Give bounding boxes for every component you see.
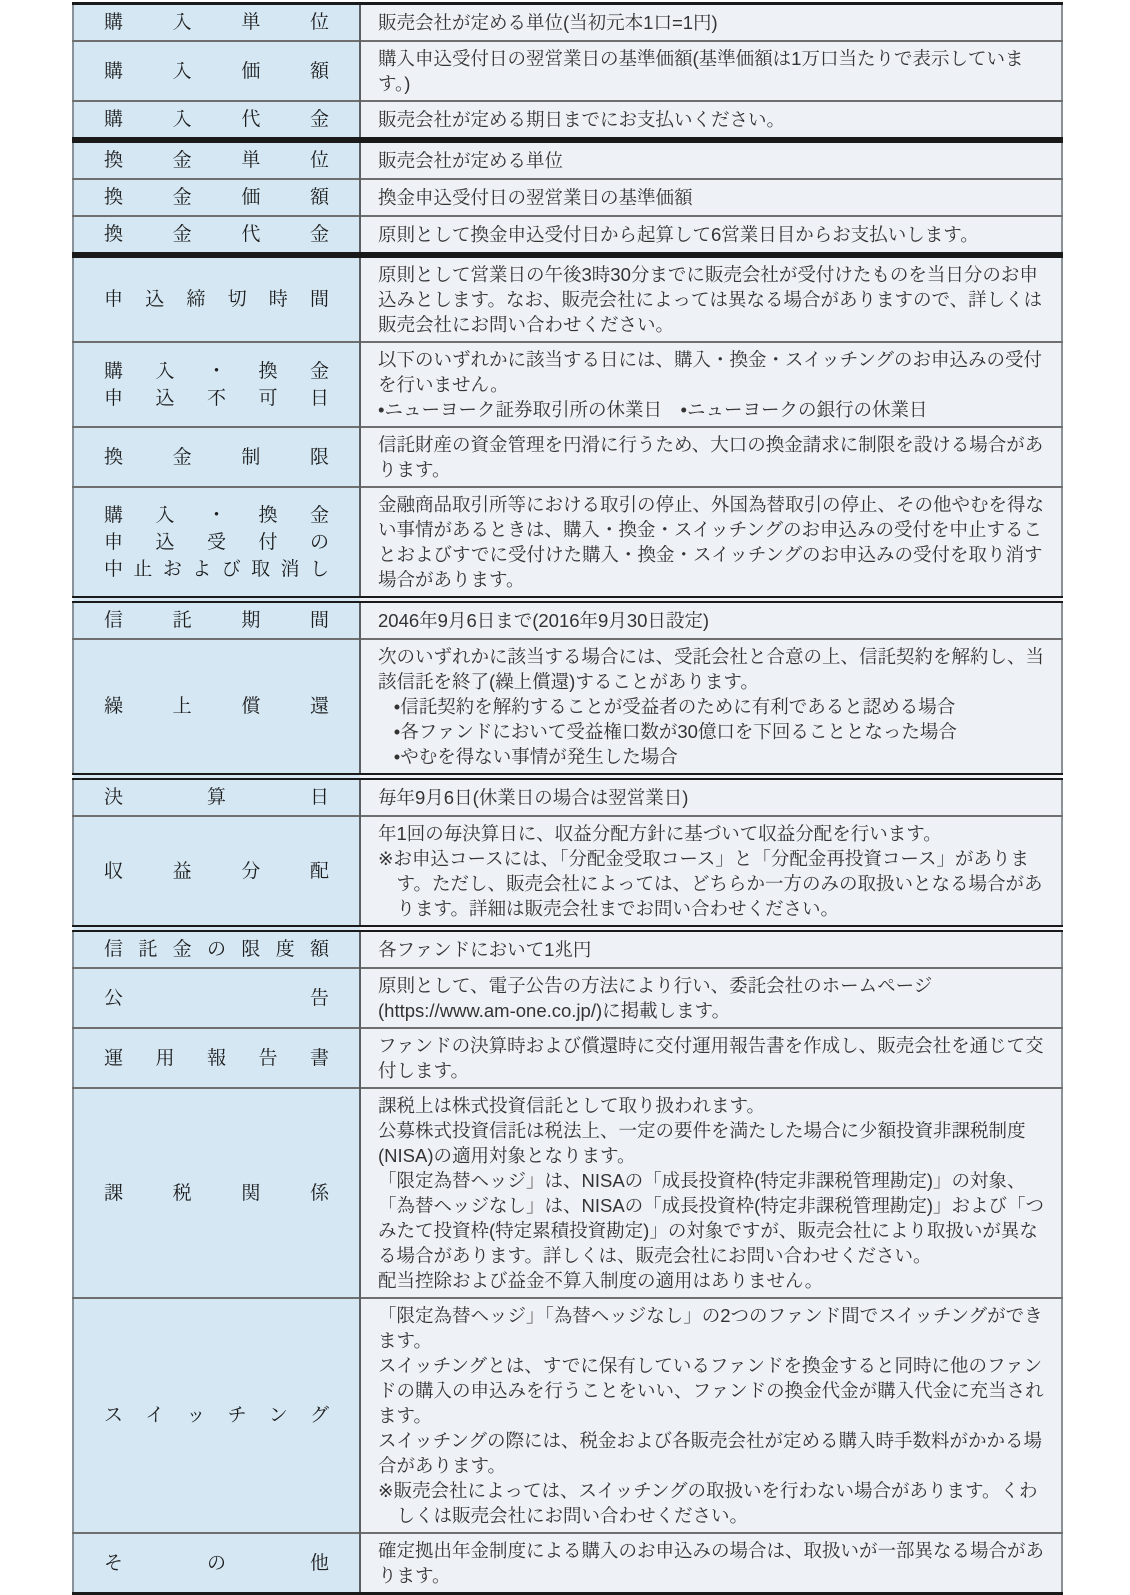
row-content-redemption-restriction: [360, 427, 1062, 487]
row-content-trust-period: [360, 600, 1062, 640]
content-paragraph: 毎年9月6日(休業日の場合は翌営業日): [378, 787, 689, 808]
content-paragraph: ※販売会社によっては、スイッチングの取扱いを行わない場合があります。くわしくは販売会社にお問い合わせください。: [378, 1480, 1038, 1526]
row-content-public-notice: [360, 968, 1062, 1028]
label-line: 購 入 ・ 換 金: [104, 504, 329, 526]
row-label-management-report: [73, 1028, 360, 1088]
table-row-redemption-restriction: [73, 427, 1062, 487]
table-row-no-application-days: [73, 342, 1062, 427]
label-line: 購 入 価 額: [104, 60, 329, 82]
label-line: 換 金 単 位: [104, 150, 329, 171]
content-paragraph: 各ファンドにおいて1兆円: [378, 939, 592, 960]
table-row-other: [73, 1533, 1062, 1594]
row-label-trust-limit: [73, 929, 360, 969]
row-content-redemption-price: [360, 179, 1062, 216]
row-label-trust-period: [73, 600, 360, 640]
table-row-application-suspension: [73, 487, 1062, 600]
content-paragraph: 原則として換金申込受付日から起算して6営業日目からお支払いします。: [378, 224, 979, 245]
row-label-redemption-unit: [73, 140, 360, 179]
content-paragraph: 金融商品取引所等における取引の停止、外国為替取引の停止、その他やむを得ない事情があるときは、購入・換金・スイッチングのお申込みの受付を中止することおよびすでに受付けた購入・換金・スイッチングのお申込みの受付を取り消す場合があります。: [378, 494, 1045, 590]
row-content-taxation: [360, 1088, 1062, 1298]
label-line: 換 金 代 金: [104, 224, 329, 245]
table-row-public-notice: [73, 968, 1062, 1028]
content-paragraph: スイッチングの際には、税金および各販売会社が定める購入時手数料がかかる場合があります。: [378, 1430, 1042, 1476]
label-line: 決 算 日: [104, 787, 329, 808]
table-row-early-redemption: [73, 639, 1062, 777]
content-paragraph: 以下のいずれかに該当する日には、購入・換金・スイッチングのお申込みの受付を行いません。: [378, 349, 1042, 395]
content-paragraph: 配当控除および益金不算入制度の適用はありません。: [378, 1270, 824, 1291]
table-row-redemption-price: [73, 179, 1062, 216]
content-paragraph: 原則として、電子公告の方法により行い、委託会社のホームページ(https://www.am-one.co.jp/)に掲載します。: [378, 975, 933, 1021]
row-content-application-suspension: [360, 487, 1062, 600]
content-paragraph: 公募株式投資信託は税法上、一定の要件を満たした場合に少額投資非課税制度(NISA)の適用対象となります。: [378, 1120, 1026, 1166]
row-content-no-application-days: [360, 342, 1062, 427]
content-paragraph: •各ファンドにおいて受益権口数が30億口を下回ることとなった場合: [393, 721, 957, 742]
row-content-redemption-unit: [360, 140, 1062, 179]
label-line: 購 入 代 金: [104, 109, 329, 130]
label-line: 公 告: [104, 987, 329, 1009]
content-paragraph: 「限定為替ヘッジ」は、NISAの「成長投資枠(特定非課税管理勘定)」の対象、「為替ヘッジなし」は、NISAの「成長投資枠(特定非課税管理勘定)」および「つみたて投資枠(特定累積投資勘定)」の対象ですが、販売会社により取扱いが異なる場合があります。詳しくは、販売会社にお問い合わせください。: [378, 1170, 1045, 1266]
content-paragraph: 2046年9月6日まで(2016年9月30日設定): [378, 610, 710, 631]
table-row-trust-limit: [73, 929, 1062, 969]
content-paragraph: •ニューヨーク証券取引所の休業日 •ニューヨークの銀行の休業日: [378, 399, 928, 420]
row-label-settlement-date: [73, 777, 360, 817]
table-row-redemption-payment: [73, 216, 1062, 255]
label-line: 申 込 受 付 の: [104, 531, 329, 553]
table-row-taxation: [73, 1088, 1062, 1298]
table-row-income-distribution: [73, 816, 1062, 929]
label-line: 換 金 制 限: [104, 446, 329, 468]
row-content-income-distribution: [360, 816, 1062, 929]
label-line: 換 金 価 額: [104, 187, 329, 208]
row-label-no-application-days: [73, 342, 360, 427]
label-line: 購 入 ・ 換 金: [104, 360, 329, 382]
row-label-purchase-unit: [73, 4, 360, 42]
content-paragraph: •信託契約を解約することが受益者のために有利であると認める場合: [393, 696, 956, 717]
label-line: 信 託 金 の 限 度 額: [104, 939, 329, 960]
row-content-purchase-payment: [360, 101, 1062, 140]
content-paragraph: 次のいずれかに該当する場合には、受託会社と合意の上、信託契約を解約し、当該信託を終了(繰上償還)することがあります。: [378, 646, 1045, 692]
content-paragraph: 確定拠出年金制度による購入のお申込みの場合は、取扱いが一部異なる場合があります。: [378, 1540, 1045, 1586]
table-row-management-report: [73, 1028, 1062, 1088]
content-paragraph: 販売会社が定める期日までにお支払いください。: [378, 109, 786, 130]
content-paragraph: スイッチングとは、すでに保有しているファンドを換金すると同時に他のファンドの購入の申込みを行うことをいい、ファンドの換金代金が購入代金に充当されます。: [378, 1355, 1044, 1426]
table-row-settlement-date: [73, 777, 1062, 817]
fund-terms-table: [72, 2, 1063, 1595]
content-paragraph: 信託財産の資金管理を円滑に行うため、大口の換金請求に制限を設ける場合があります。: [378, 434, 1044, 480]
row-content-early-redemption: [360, 639, 1062, 777]
label-line: そ の 他: [104, 1552, 329, 1574]
content-paragraph: •やむを得ない事情が発生した場合: [393, 746, 678, 767]
label-line: 中 止 お よ び 取 消 し: [104, 558, 329, 580]
label-line: 申 込 不 可 日: [104, 387, 329, 409]
row-label-application-deadline: [73, 255, 360, 342]
row-content-redemption-payment: [360, 216, 1062, 255]
label-line: 申 込 締 切 時 間: [104, 289, 329, 310]
row-label-purchase-payment: [73, 101, 360, 140]
row-label-purchase-price: [73, 41, 360, 101]
table-row-trust-period: [73, 600, 1062, 640]
label-line: 購 入 単 位: [104, 12, 329, 33]
table-row-redemption-unit: [73, 140, 1062, 179]
content-paragraph: 「限定為替ヘッジ」「為替ヘッジなし」の2つのファンド間でスイッチングができます。: [378, 1305, 1043, 1351]
row-label-switching: [73, 1298, 360, 1533]
row-content-application-deadline: [360, 255, 1062, 342]
fund-terms-table-body: [73, 4, 1062, 1594]
row-content-trust-limit: [360, 929, 1062, 969]
table-row-application-deadline: [73, 255, 1062, 342]
label-line: ス イ ッ チ ン グ: [104, 1405, 329, 1426]
row-label-early-redemption: [73, 639, 360, 777]
content-paragraph: 年1回の毎決算日に、収益分配方針に基づいて収益分配を行います。: [378, 823, 942, 844]
row-content-purchase-price: [360, 41, 1062, 101]
label-line: 繰 上 償 還: [104, 696, 329, 717]
row-content-switching: [360, 1298, 1062, 1533]
row-label-income-distribution: [73, 816, 360, 929]
content-paragraph: ファンドの決算時および償還時に交付運用報告書を作成し、販売会社を通じて交付します。: [378, 1035, 1044, 1081]
table-row-purchase-price: [73, 41, 1062, 101]
row-content-purchase-unit: [360, 4, 1062, 42]
row-label-redemption-price: [73, 179, 360, 216]
table-row-switching: [73, 1298, 1062, 1533]
content-paragraph: ※お申込コースには、「分配金受取コース」と「分配金再投資コース」があります。ただし、販売会社によっては、どちらか一方のみの取扱いとなる場合があります。詳細は販売会社までお問い合わせください。: [378, 848, 1043, 919]
table-row-purchase-unit: [73, 4, 1062, 42]
content-paragraph: 購入申込受付日の翌営業日の基準価額(基準価額は1万口当たりで表示しています。): [378, 48, 1024, 94]
row-label-redemption-restriction: [73, 427, 360, 487]
row-content-management-report: [360, 1028, 1062, 1088]
content-paragraph: 販売会社が定める単位: [378, 150, 564, 171]
row-label-other: [73, 1533, 360, 1594]
row-content-other: [360, 1533, 1062, 1594]
label-line: 運 用 報 告 書: [104, 1047, 329, 1069]
content-paragraph: 換金申込受付日の翌営業日の基準価額: [378, 187, 693, 208]
content-paragraph: 課税上は株式投資信託として取り扱われます。: [378, 1095, 766, 1116]
label-line: 収 益 分 配: [104, 860, 329, 882]
label-line: 信 託 期 間: [104, 610, 329, 631]
row-label-public-notice: [73, 968, 360, 1028]
content-paragraph: 販売会社が定める単位(当初元本1口=1円): [378, 12, 718, 33]
row-label-application-suspension: [73, 487, 360, 600]
label-line: 課 税 関 係: [104, 1182, 329, 1204]
row-content-settlement-date: [360, 777, 1062, 817]
table-row-purchase-payment: [73, 101, 1062, 140]
content-paragraph: 原則として営業日の午後3時30分までに販売会社が受付けたものを当日分のお申込みとします。なお、販売会社によっては異なる場合がありますので、詳しくは販売会社にお問い合わせください。: [378, 264, 1043, 335]
row-label-redemption-payment: [73, 216, 360, 255]
row-label-taxation: [73, 1088, 360, 1298]
